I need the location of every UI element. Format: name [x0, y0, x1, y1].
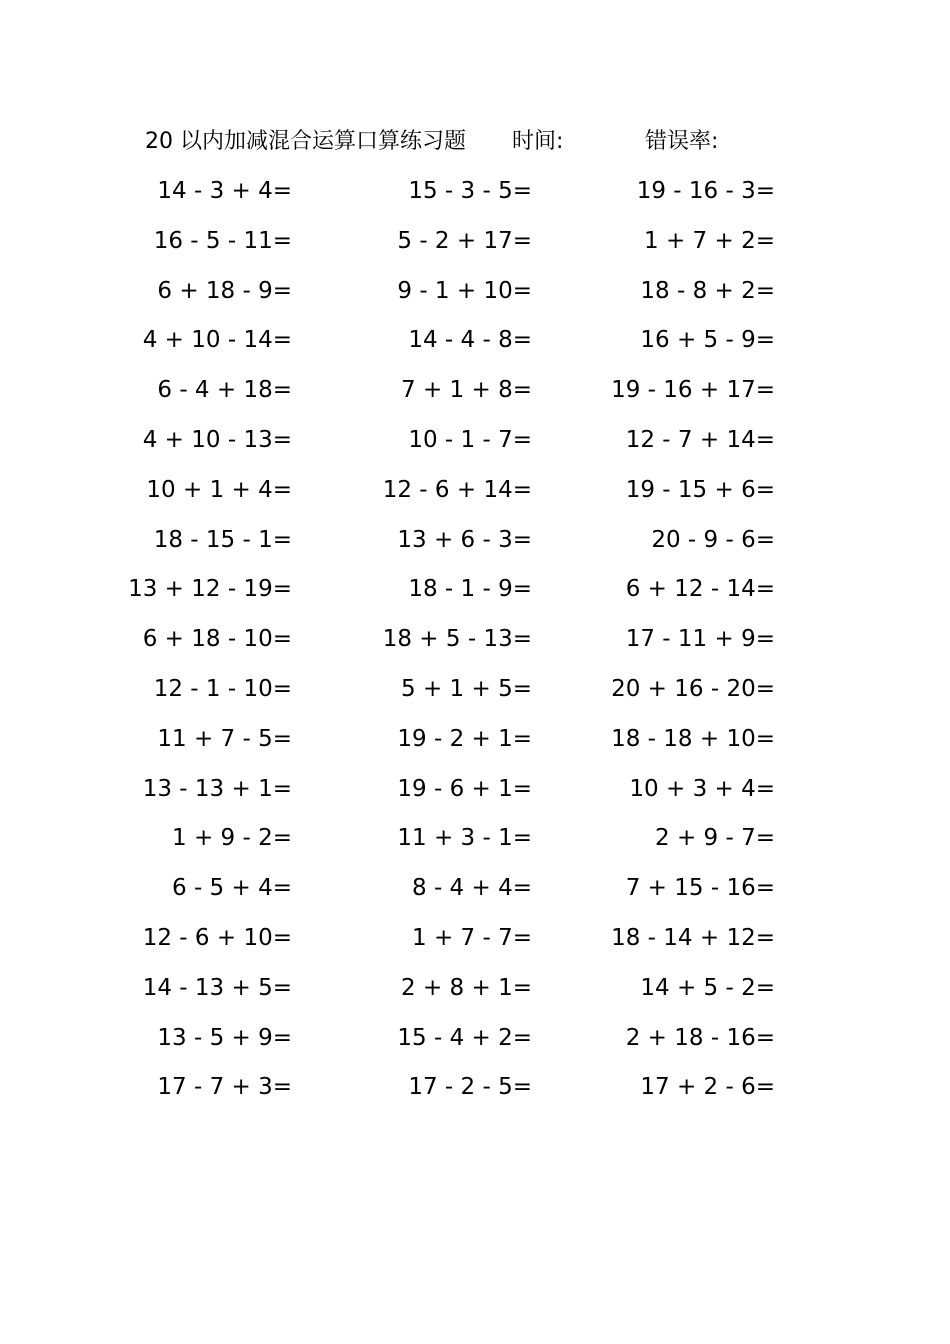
- problem-cell: 10 + 1 + 4=: [146, 476, 292, 503]
- worksheet-title: 20 以内加减混合运算口算练习题: [145, 129, 466, 154]
- problem-row: [0, 619, 950, 669]
- problem-cell: 4 + 10 - 13=: [142, 426, 292, 453]
- problem-cell: 5 - 2 + 17=: [397, 227, 532, 254]
- problem-cell: 2 + 9 - 7=: [655, 825, 775, 852]
- problem-cell: 10 + 3 + 4=: [629, 775, 775, 802]
- problem-cell: 6 + 18 - 10=: [142, 626, 292, 653]
- error-rate-label: 错误率:: [645, 129, 719, 154]
- problem-cell: 12 - 6 + 10=: [142, 924, 292, 951]
- problem-cell: 18 - 15 - 1=: [153, 526, 292, 553]
- problem-cell: 15 - 4 + 2=: [397, 1024, 532, 1051]
- problem-cell: 9 - 1 + 10=: [397, 277, 532, 304]
- problem-cell: 11 + 7 - 5=: [157, 725, 292, 752]
- problem-cell: 13 + 6 - 3=: [397, 526, 532, 553]
- problem-row: [0, 719, 950, 769]
- problem-cell: 17 - 11 + 9=: [625, 626, 775, 653]
- problem-cell: 1 + 7 - 7=: [412, 924, 532, 951]
- problem-cell: 6 - 4 + 18=: [157, 377, 292, 404]
- problem-cell: 18 - 1 - 9=: [408, 576, 532, 603]
- problem-row: [0, 868, 950, 918]
- problem-grid: [0, 171, 950, 1117]
- problem-cell: 15 - 3 - 5=: [408, 178, 532, 204]
- problem-row: [0, 221, 950, 271]
- problem-cell: 18 - 14 + 12=: [611, 924, 775, 951]
- problem-cell: 17 + 2 - 6=: [640, 1074, 775, 1101]
- problem-cell: 17 - 2 - 5=: [408, 1074, 532, 1101]
- problem-cell: 4 + 10 - 14=: [142, 327, 292, 354]
- problem-row: [0, 769, 950, 819]
- problem-row: [0, 1067, 950, 1117]
- problem-cell: 16 - 5 - 11=: [153, 227, 292, 254]
- problem-cell: 6 - 5 + 4=: [172, 875, 292, 902]
- problem-row: [0, 470, 950, 520]
- problem-cell: 19 - 16 + 17=: [611, 377, 775, 404]
- problem-cell: 14 - 4 - 8=: [408, 327, 532, 354]
- problem-cell: 12 - 1 - 10=: [153, 675, 292, 702]
- problem-cell: 19 - 2 + 1=: [397, 725, 532, 752]
- problem-cell: 1 + 7 + 2=: [644, 227, 775, 254]
- problem-row: [0, 171, 950, 221]
- problem-cell: 10 - 1 - 7=: [408, 426, 532, 453]
- problem-cell: 18 + 5 - 13=: [382, 626, 532, 653]
- problem-cell: 13 - 5 + 9=: [157, 1024, 292, 1051]
- problem-cell: 12 - 7 + 14=: [625, 426, 775, 453]
- problem-cell: 19 - 6 + 1=: [397, 775, 532, 802]
- problem-cell: 11 + 3 - 1=: [397, 825, 532, 852]
- problem-row: [0, 370, 950, 420]
- problem-row: [0, 420, 950, 470]
- problem-row: [0, 918, 950, 968]
- problem-cell: 13 - 13 + 1=: [142, 775, 292, 802]
- problem-row: [0, 520, 950, 570]
- time-label: 时间:: [512, 129, 564, 154]
- problem-cell: 14 - 13 + 5=: [142, 974, 292, 1001]
- problem-cell: 20 - 9 - 6=: [651, 526, 775, 553]
- problem-cell: 8 - 4 + 4=: [412, 875, 532, 902]
- problem-cell: 7 + 15 - 16=: [625, 875, 775, 902]
- problem-cell: 14 - 3 + 4=: [157, 178, 292, 204]
- problem-cell: 1 + 9 - 2=: [172, 825, 292, 852]
- problem-cell: 20 + 16 - 20=: [611, 675, 775, 702]
- worksheet-header: [0, 124, 950, 160]
- problem-cell: 2 + 18 - 16=: [625, 1024, 775, 1051]
- problem-cell: 5 + 1 + 5=: [401, 675, 532, 702]
- problem-cell: 19 - 16 - 3=: [636, 178, 775, 204]
- problem-cell: 13 + 12 - 19=: [128, 576, 292, 603]
- problem-cell: 18 - 18 + 10=: [611, 725, 775, 752]
- problem-row: [0, 320, 950, 370]
- problem-row: [0, 669, 950, 719]
- problem-cell: 6 + 12 - 14=: [625, 576, 775, 603]
- problem-cell: 7 + 1 + 8=: [401, 377, 532, 404]
- problem-row: [0, 818, 950, 868]
- problem-cell: 14 + 5 - 2=: [640, 974, 775, 1001]
- problem-row: [0, 271, 950, 321]
- problem-cell: 19 - 15 + 6=: [625, 476, 775, 503]
- problem-row: [0, 569, 950, 619]
- problem-cell: 16 + 5 - 9=: [640, 327, 775, 354]
- problem-row: [0, 968, 950, 1018]
- problem-cell: 2 + 8 + 1=: [401, 974, 532, 1001]
- problem-cell: 17 - 7 + 3=: [157, 1074, 292, 1101]
- problem-cell: 6 + 18 - 9=: [157, 277, 292, 304]
- problem-row: [0, 1018, 950, 1068]
- problem-cell: 18 - 8 + 2=: [640, 277, 775, 304]
- problem-cell: 12 - 6 + 14=: [382, 476, 532, 503]
